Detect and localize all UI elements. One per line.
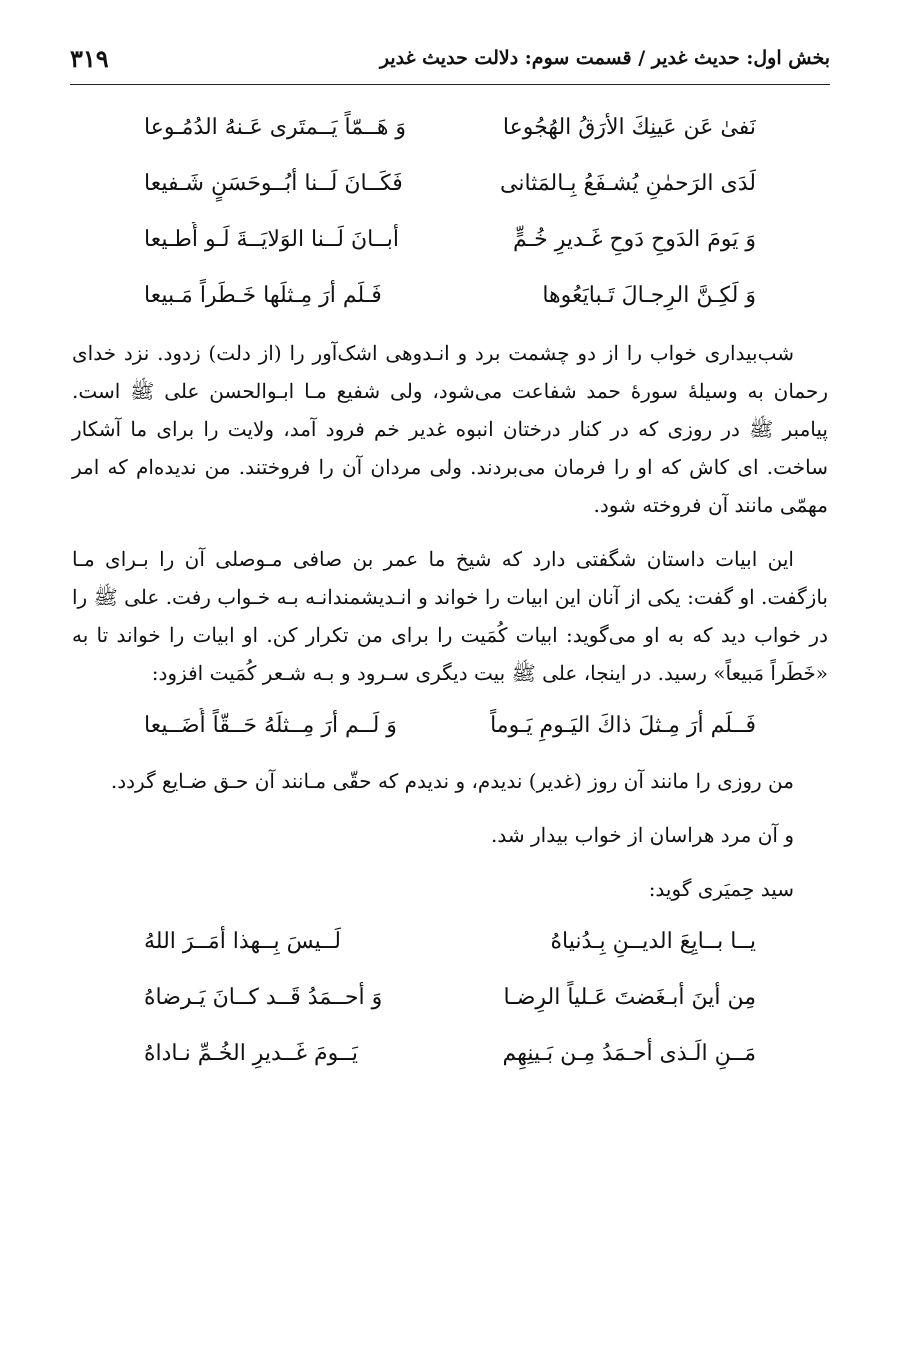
narrative-line: و آن مرد هراسان از خواب بیدار شد. xyxy=(491,823,794,847)
page-body xyxy=(72,110,828,1092)
verse-hemistich: یــا بــایِعَ الدیــنِ بِـدُنیاهُ xyxy=(550,929,756,954)
verse-hemistich: مَــنِ الَـذی أحـمَدُ مِـن بَـینِهِم xyxy=(502,1041,756,1066)
verse-hemistich: لَــیسَ بِــهذا أمَــرَ اللهُ xyxy=(144,929,341,954)
poem-himyari xyxy=(72,924,828,1072)
poem-ali-verse xyxy=(72,708,828,744)
verse-hemistich: وَ أحــمَدُ قَــد کــانَ یَـرضاهُ xyxy=(144,985,383,1010)
verse-hemistich: مِن أینَ أبـغَضتَ عَـلیاً الرِضـا xyxy=(503,985,756,1010)
verse-hemistich: وَ لَــم أرَ مِــثلَهُ حَــقّاً أُضَــیعا xyxy=(144,713,397,738)
running-title: بخش اول: حدیث غدیر / قسمت سوم: دلالت حدیث غدیر xyxy=(379,47,830,69)
page-header xyxy=(70,38,830,78)
verse-hemistich: وَ لَکِـنَّ الرِجـالَ تَـبایَعُوها xyxy=(542,283,756,308)
translation-paragraph: شب‌بیداری خواب را از دو چشمت برد و انـدوهی اشک‌آور را (از دلت) زدود. نزد خدای رحمان به وسیلهٔ سورهٔ حمد شفاعت می‌شود، ولی شفیع مـا ابـوالحسن علی ﷺ است. پیامبر ﷺ در روزی که در کنار درختان انبوه غدیر خم فرود آمد، ولایت را برای ما آشکار ساخت. ای کاش که او را فرمان می‌بردند. ولی مردان آن را فروختند. من ندیده‌ام که امر مهمّی مانند آن فروخته شود. xyxy=(72,341,828,517)
verse-hemistich: وَ هَــمّاً یَــمتَری عَـنهُ الدُمُـوعا xyxy=(144,115,407,140)
verse-hemistich: فَکَــانَ لَــنا أبُــوحَسَنٍ شَـفیعا xyxy=(144,171,403,196)
poem-kumait xyxy=(72,110,828,314)
verse-hemistich: لَدَی الرَحمٰنِ یُشـفَعُ بِـالمَثانی xyxy=(500,171,756,196)
story-paragraph: این ابیات داستان شگفتی دارد که شیخ ما عمر بن صافی مـوصلی آن را بـرای مـا بازگفت. او گفت: یکی از آنان این ابیات را خواند و انـدیشمندانـه بـه خـواب رفت. علی ﷺ را در خواب دید که به او می‌گوید: ابیات کُمَیت را برای من تکرار کن. او ابیات را خواند تا به «خَطَراً مَبیعاً» رسید. در اینجا، علی ﷺ بیت دیگری سـرود و بـه شـعر کُمَیت افزود: xyxy=(72,547,828,685)
header-rule xyxy=(70,84,830,85)
verse-hemistich: وَ یَومَ الدَوحِ دَوحِ غَـدیرِ خُـمٍّ xyxy=(513,227,756,252)
verse-hemistich: فَــلَم أرَ مِـثلَ ذاكَ الیَـومِ یَـوماً xyxy=(490,713,756,738)
verse-hemistich: یَــومَ غَــدیرِ الخُـمِّ نـاداهُ xyxy=(144,1041,358,1066)
translation-paragraph: من روزی را مانند آن روز (غدیر) ندیدم، و ندیدم که حقّی مـانند آن حـق ضـایع گردد. xyxy=(110,769,794,793)
verse-hemistich: أبــانَ لَــنا الوَلایَــةَ لَـو أُطـیعا xyxy=(144,227,399,252)
verse-hemistich: نَفیٰ عَن عَینِكَ الأرَقُ الهُجُوعا xyxy=(502,115,756,140)
poet-intro-line: سید حِمیَری گوید: xyxy=(648,877,794,901)
verse-hemistich: فَـلَم أرَ مِـثلَها خَـطَراً مَـبیعا xyxy=(144,283,382,308)
page-number: ۳۱۹ xyxy=(70,43,109,73)
